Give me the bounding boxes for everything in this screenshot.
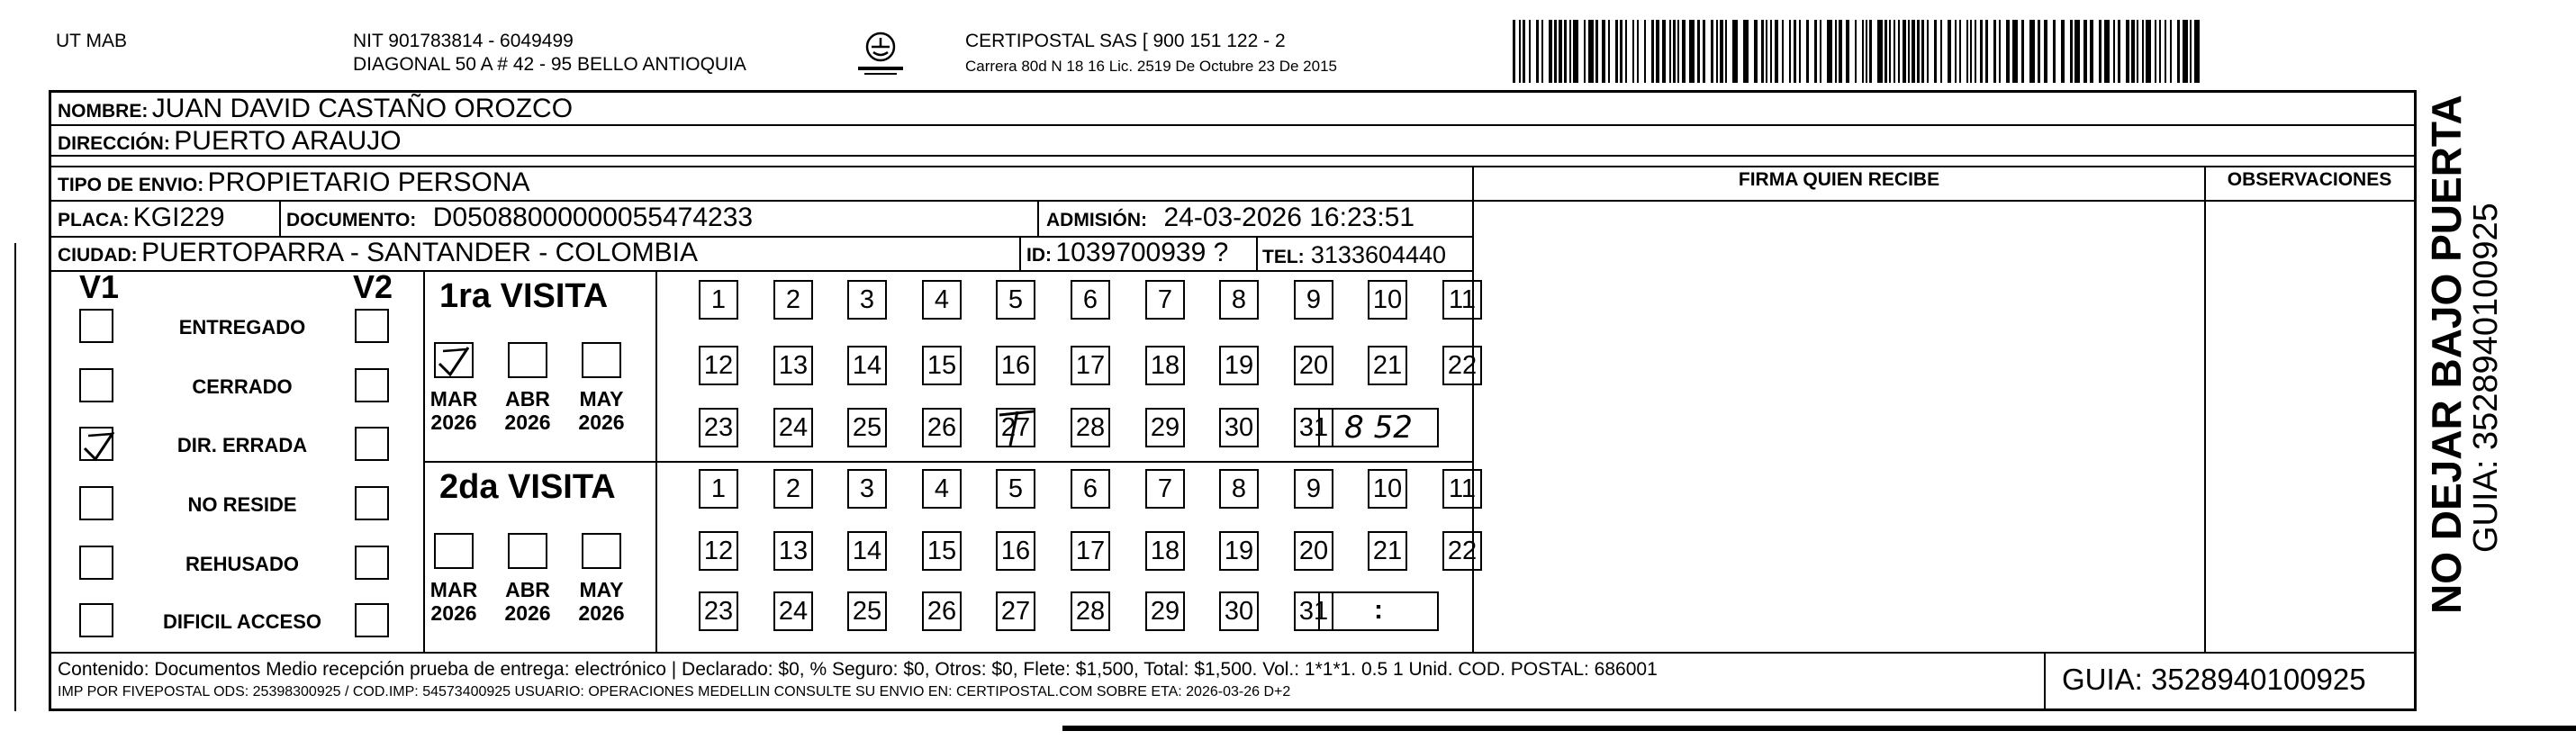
month-column (425, 387, 483, 434)
placa-value: KGI229 (132, 203, 225, 232)
barcode-bar (1656, 20, 1659, 83)
day-box[interactable]: 16 (996, 346, 1035, 385)
first-visit-title: 1ra VISITA (439, 277, 609, 315)
barcode-bar (1866, 20, 1867, 83)
month-year-label: 2026 (430, 601, 477, 625)
status-label: NO RESIDE (187, 493, 297, 516)
barcode-bar (1513, 20, 1515, 83)
day-box[interactable]: 1 (699, 469, 738, 509)
barcode-bar (1985, 20, 1988, 83)
status-label: REHUSADO (185, 553, 299, 575)
day-box[interactable]: 12 (699, 346, 738, 385)
barcode-bar (1814, 20, 1817, 83)
barcode-bar (1529, 20, 1531, 83)
barcode-bar (2177, 20, 2180, 83)
day-box[interactable]: 18 (1145, 346, 1185, 385)
barcode-bar (1975, 20, 1976, 83)
sender-nit: NIT 901783814 - 6049499 (353, 31, 574, 51)
v1-label: V1 (79, 268, 120, 305)
day-box[interactable]: 7 (1145, 280, 1185, 320)
month-checkbox[interactable] (508, 533, 547, 569)
day-box[interactable]: 21 (1368, 531, 1407, 571)
firma-header: FIRMA QUIEN RECIBE (1738, 169, 1940, 190)
barcode-bar (1966, 20, 1968, 83)
barcode-bar (2155, 20, 2156, 83)
observations-area[interactable] (2208, 202, 2411, 650)
day-box[interactable]: 10 (1368, 469, 1407, 509)
barcode-bar (1980, 20, 1983, 83)
barcode-bar (2021, 20, 2024, 83)
barcode-bar (1775, 20, 1778, 83)
barcode-bar (1894, 20, 1895, 83)
barcode-bar (1703, 20, 1705, 83)
day-box[interactable]: 17 (1071, 531, 1110, 571)
day-box[interactable]: 10 (1368, 280, 1407, 320)
status-v2-checkbox[interactable] (355, 546, 389, 580)
sender-address: DIAGONAL 50 A # 42 - 95 BELLO ANTIOQUIA (353, 54, 746, 75)
month-label: MAR (429, 578, 478, 601)
barcode-bar (1564, 20, 1567, 83)
month-column (573, 387, 630, 434)
status-v1-checkbox[interactable] (79, 546, 113, 580)
day-box[interactable]: 27 (996, 591, 1035, 631)
placa-row (58, 203, 225, 238)
barcode-bar (1725, 20, 1727, 83)
barcode-bar (1523, 20, 1525, 83)
day-box[interactable]: 30 (1219, 591, 1259, 631)
barcode-bar (1615, 20, 1618, 83)
barcode-bar (2074, 20, 2080, 83)
footer-content-line: Contenido: Documentos Medio recepción prueba de entrega: electrónico | Declarado: $0, % Seguro: $0, Otros: $0, Flete: $1,500, Total: $1,500. Vol.: 1*1*1. 0.5 1 Unid. COD. POSTAL: 686001 (58, 659, 1658, 680)
id-value: 1039700939 ? (1055, 238, 1229, 267)
day-box[interactable]: 28 (1071, 591, 1110, 631)
footer-print-line: IMP POR FIVEPOSTAL ODS: 25398300925 / COD.IMP: 54573400925 USUARIO: OPERACIONES MEDELLIN CONSULTE SU ENVIO EN: CERTIPOSTAL.COM SOBRE ETA: 2026-03-26 D+2 (58, 684, 1291, 699)
day-box[interactable]: 4 (922, 469, 962, 509)
day-box[interactable]: 11 (1442, 469, 1482, 509)
barcode-bar (2170, 20, 2172, 83)
barcode-bar (1908, 20, 1910, 83)
status-v2-checkbox[interactable] (355, 368, 389, 402)
id-label: ID: (1026, 245, 1052, 266)
tel-label: TEL: (1262, 247, 1305, 267)
barcode-bar (1999, 20, 2001, 83)
barcode-bar (2126, 20, 2129, 83)
barcode-bar (1885, 20, 1887, 83)
day-check-mark (994, 404, 1039, 459)
barcode-bar (2070, 20, 2073, 83)
barcode-bar (2194, 20, 2200, 83)
second-visit-time-field[interactable]: : (1318, 591, 1439, 631)
day-box[interactable]: 14 (847, 531, 887, 571)
day-box[interactable]: 23 (699, 591, 738, 631)
month-checkbox[interactable] (582, 533, 621, 569)
barcode-bar (1588, 20, 1594, 83)
day-box[interactable]: 8 (1219, 280, 1259, 320)
day-box[interactable]: 21 (1368, 346, 1407, 385)
v2-label: V2 (353, 268, 393, 305)
courier-logo (854, 27, 908, 81)
direccion-row (58, 126, 402, 161)
day-box[interactable]: 2 (773, 280, 813, 320)
ciudad-label: CIUDAD: (58, 245, 138, 266)
documento-row (286, 203, 753, 238)
barcode-bar (1608, 20, 1610, 83)
barcode-bar (1862, 20, 1864, 83)
courier-license: Carrera 80d N 18 16 Lic. 2519 De Octubre 23 De 2015 (965, 58, 1337, 75)
barcode-bar (1549, 20, 1552, 83)
day-box[interactable]: 17 (1071, 346, 1110, 385)
month-label: MAY (579, 387, 624, 411)
day-box[interactable]: 19 (1219, 531, 1259, 571)
barcode-bar (2146, 20, 2151, 83)
month-column (499, 578, 556, 625)
month-column (499, 387, 556, 434)
barcode-bar (1794, 20, 1796, 83)
barcode-bar (1782, 20, 1784, 83)
barcode-bar (1716, 20, 1718, 83)
footer-guia-box: GUIA: 3528940100925 (2062, 663, 2366, 696)
barcode-bar (2061, 20, 2065, 83)
day-box[interactable]: 8 (1219, 469, 1259, 509)
day-box[interactable]: 23 (699, 408, 738, 447)
barcode-bar (2099, 20, 2101, 83)
status-v1-checkbox[interactable] (79, 309, 113, 343)
month-checkbox[interactable] (508, 342, 547, 378)
barcode-bar (1541, 20, 1543, 83)
day-box[interactable]: 28 (1071, 408, 1110, 447)
barcode-bar (1644, 20, 1646, 83)
barcode-bar (2044, 20, 2047, 83)
courier-name: CERTIPOSTAL SAS [ 900 151 122 - 2 (965, 31, 1286, 51)
barcode-bar (1903, 20, 1906, 83)
sender-name: UT MAB (56, 31, 127, 51)
day-box[interactable]: 18 (1145, 531, 1185, 571)
barcode-bar (1732, 20, 1738, 83)
day-box[interactable]: 3 (847, 280, 887, 320)
barcode-bar (1839, 20, 1842, 83)
barcode-bar (2053, 20, 2056, 83)
status-v2-checkbox[interactable] (355, 486, 389, 520)
tipo-value: PROPIETARIO PERSONA (207, 167, 530, 197)
barcode-bar (2012, 20, 2018, 83)
barcode-bar (1806, 20, 1809, 83)
barcode-bar (1554, 20, 1557, 83)
day-box[interactable]: 26 (922, 408, 962, 447)
barcode-bar (1637, 20, 1639, 83)
direccion-label: DIRECCIÓN: (58, 133, 170, 154)
barcode-bar (2090, 20, 2093, 83)
barcode-bar (1662, 20, 1666, 83)
barcode-bar (1743, 20, 1749, 83)
month-label: MAY (579, 578, 624, 601)
status-v1-checkbox[interactable] (79, 486, 113, 520)
signature-area[interactable] (1477, 202, 2202, 650)
barcode-bar (1595, 20, 1598, 83)
day-box[interactable]: 14 (847, 346, 887, 385)
barcode-bar (1711, 20, 1713, 83)
barcode-bar (2137, 20, 2138, 83)
day-box[interactable]: 3 (847, 469, 887, 509)
barcode-bar (1955, 20, 1957, 83)
barcode-bar (1855, 20, 1857, 83)
side-notice: NO DEJAR BAJO PUERTA (2423, 95, 2470, 614)
barcode-bar (1569, 20, 1571, 83)
day-box[interactable]: 19 (1219, 346, 1259, 385)
day-box[interactable]: 1 (699, 280, 738, 320)
day-box[interactable]: 2 (773, 469, 813, 509)
barcode-bar (2183, 20, 2188, 83)
day-box[interactable]: 29 (1145, 591, 1185, 631)
barcode-bar (1720, 20, 1723, 83)
barcode-bar (1940, 20, 1942, 83)
barcode-bar (1970, 20, 1972, 83)
barcode-bar (1669, 20, 1671, 83)
month-checkbox[interactable] (582, 342, 621, 378)
barcode-bar (1573, 20, 1578, 83)
day-box[interactable]: 31 (1294, 591, 1333, 631)
day-box[interactable]: 22 (1442, 346, 1482, 385)
day-box[interactable]: 5 (996, 280, 1035, 320)
barcode-bar (1948, 20, 1951, 83)
barcode-bar (1835, 20, 1837, 83)
nombre-row (58, 94, 573, 129)
barcode-bar (1519, 20, 1521, 83)
status-v1-checkbox[interactable] (79, 368, 113, 402)
id-row (1026, 238, 1228, 273)
barcode-bar (1584, 20, 1586, 83)
second-visit-title: 2da VISITA (439, 468, 616, 506)
day-box[interactable]: 9 (1294, 469, 1333, 509)
barcode-bar (2159, 20, 2161, 83)
month-checkbox[interactable] (434, 533, 474, 569)
day-box[interactable]: 16 (996, 531, 1035, 571)
barcode-bar (1889, 20, 1891, 83)
status-label: ENTREGADO (178, 316, 306, 338)
tel-value: 3133604440 (1310, 241, 1447, 268)
barcode-bar (1877, 20, 1883, 83)
barcode-bar (1799, 20, 1801, 83)
barcode-bar (1697, 20, 1700, 83)
day-box[interactable]: 24 (773, 408, 813, 447)
admision-label: ADMISIÓN: (1046, 210, 1147, 230)
barcode-bar (1993, 20, 1996, 83)
month-column (573, 578, 630, 625)
day-box[interactable]: 25 (847, 591, 887, 631)
day-box[interactable]: 6 (1071, 280, 1110, 320)
day-box[interactable]: 29 (1145, 408, 1185, 447)
barcode-bar (1766, 20, 1767, 83)
day-box[interactable]: 11 (1442, 280, 1482, 320)
barcode-bar (1651, 20, 1654, 83)
barcode-bar (1682, 20, 1686, 83)
barcode-bar (1602, 20, 1605, 83)
side-guia: GUIA: 3528940100925 (2467, 203, 2505, 553)
barcode-bar (1761, 20, 1764, 83)
day-box[interactable]: 26 (922, 591, 962, 631)
barcode-bar (1559, 20, 1562, 83)
barcode-bar (2142, 20, 2144, 83)
status-v1-checkbox[interactable] (79, 427, 113, 461)
barcode-bar (2118, 20, 2120, 83)
barcode-bar (1789, 20, 1791, 83)
barcode-bar (1689, 20, 1695, 83)
documento-value: D05088000000055474233 (432, 203, 754, 232)
barcode-bar (1921, 20, 1924, 83)
day-box[interactable]: 22 (1442, 531, 1482, 571)
month-column (425, 578, 483, 625)
month-label: ABR (505, 387, 550, 411)
barcode-bar (1869, 20, 1872, 83)
barcode-bar (1632, 20, 1634, 83)
barcode-bar (1846, 20, 1849, 83)
barcode-bar (2165, 20, 2166, 83)
barcode-bar (2006, 20, 2010, 83)
day-box[interactable]: 12 (699, 531, 738, 571)
day-box[interactable]: 25 (847, 408, 887, 447)
tracking-barcode (1513, 20, 2204, 83)
barcode-bar (2038, 20, 2040, 83)
day-box[interactable]: 20 (1294, 531, 1333, 571)
admision-row (1046, 203, 1415, 238)
tel-row (1262, 239, 1446, 273)
month-checkbox[interactable] (434, 342, 474, 378)
month-year-label: 2026 (430, 411, 477, 434)
placa-label: PLACA: (58, 210, 130, 230)
day-box[interactable]: 30 (1219, 408, 1259, 447)
barcode-bar (1536, 20, 1539, 83)
documento-label: DOCUMENTO: (286, 210, 417, 230)
barcode-bar (1917, 20, 1920, 83)
barcode-bar (2113, 20, 2115, 83)
status-v2-checkbox[interactable] (355, 427, 389, 461)
status-label: DIR. ERRADA (176, 434, 308, 456)
barcode-bar (1820, 20, 1821, 83)
month-year-label: 2026 (504, 601, 551, 625)
status-label: DIFICIL ACCESO (162, 610, 321, 633)
month-year-label: 2026 (504, 411, 551, 434)
barcode-bar (1827, 20, 1832, 83)
first-visit-time-field[interactable]: 8 52 (1318, 408, 1439, 447)
day-box[interactable]: 13 (773, 531, 813, 571)
barcode-bar (1898, 20, 1900, 83)
barcode-bar (2029, 20, 2035, 83)
observaciones-header: OBSERVACIONES (2227, 169, 2392, 190)
day-box[interactable]: 20 (1294, 346, 1333, 385)
day-box[interactable]: 27 (996, 408, 1035, 447)
month-label: MAR (429, 387, 478, 411)
day-box[interactable]: 5 (996, 469, 1035, 509)
barcode-bar (1620, 20, 1622, 83)
ciudad-value: PUERTOPARRA - SANTANDER - COLOMBIA (141, 238, 698, 267)
nombre-label: NOMBRE: (58, 101, 149, 122)
barcode-bar (1912, 20, 1915, 83)
barcode-bar (2190, 20, 2192, 83)
admision-value: 24-03-2026 16:23:51 (1163, 203, 1415, 232)
day-box[interactable]: 9 (1294, 280, 1333, 320)
nombre-value: JUAN DAVID CASTAÑO OROZCO (151, 94, 574, 123)
barcode-bar (1927, 20, 1929, 83)
barcode-bar (2083, 20, 2087, 83)
month-year-label: 2026 (578, 411, 625, 434)
day-box[interactable]: 15 (922, 531, 962, 571)
status-v2-checkbox[interactable] (355, 309, 389, 343)
tipo-label: TIPO DE ENVIO: (58, 175, 204, 195)
status-v2-checkbox[interactable] (355, 603, 389, 637)
barcode-bar (1959, 20, 1961, 83)
status-label: CERRADO (192, 375, 293, 398)
barcode-bar (1770, 20, 1772, 83)
barcode-bar (1754, 20, 1758, 83)
status-v1-checkbox[interactable] (79, 603, 113, 637)
barcode-bar (1673, 20, 1676, 83)
day-box[interactable]: 6 (1071, 469, 1110, 509)
day-box[interactable]: 4 (922, 280, 962, 320)
day-box[interactable]: 15 (922, 346, 962, 385)
day-box[interactable]: 31 (1294, 408, 1333, 447)
month-year-label: 2026 (578, 601, 625, 625)
barcode-bar (1625, 20, 1627, 83)
day-box[interactable]: 13 (773, 346, 813, 385)
day-box[interactable]: 7 (1145, 469, 1185, 509)
month-label: ABR (505, 578, 550, 601)
barcode-bar (2131, 20, 2135, 83)
tipo-row (58, 167, 530, 203)
barcode-bar (1934, 20, 1937, 83)
day-box[interactable]: 24 (773, 591, 813, 631)
barcode-bar (1677, 20, 1679, 83)
direccion-value: PUERTO ARAUJO (174, 126, 402, 156)
barcode-bar (2104, 20, 2110, 83)
